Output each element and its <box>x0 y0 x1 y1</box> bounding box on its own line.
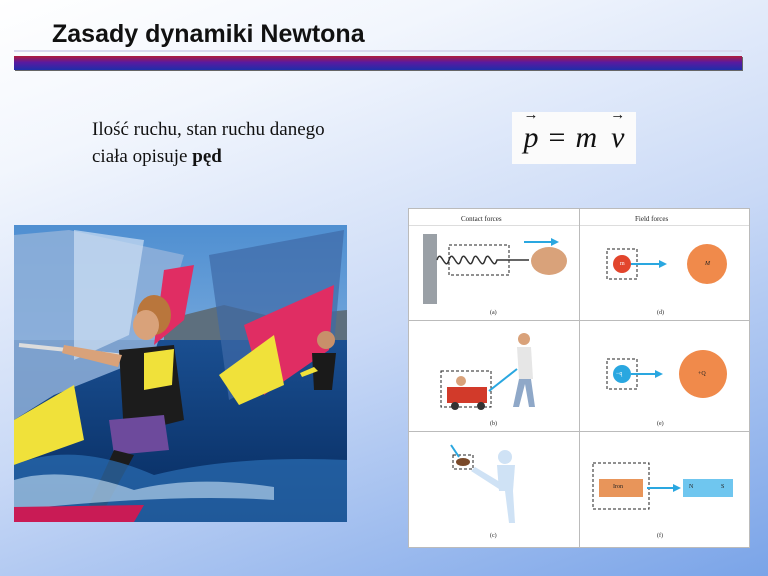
adult-head <box>518 333 530 345</box>
forces-drawing <box>409 209 749 547</box>
adult-legs <box>513 379 535 407</box>
wagon <box>447 387 487 403</box>
wagon-wheel-2 <box>477 402 485 410</box>
formula-v: → v <box>611 121 624 155</box>
formula-m: m <box>575 121 598 154</box>
football <box>456 458 470 466</box>
momentum-formula <box>512 112 636 164</box>
text-bold-ped: pęd <box>192 146 222 167</box>
player-standing-leg <box>505 491 515 523</box>
label-magnet-n: N <box>689 484 694 490</box>
body-text <box>92 116 512 170</box>
title-underline <box>14 50 742 52</box>
label-big-mass: M <box>705 261 710 267</box>
adult-shirt <box>517 347 533 379</box>
label-negative-charge: −q <box>616 371 623 377</box>
slide-title: Zasady dynamiki Newtona <box>52 20 365 48</box>
caption-a: (a) <box>490 310 497 316</box>
header-contact-forces: Contact forces <box>461 215 502 223</box>
surfer-1-vest <box>144 349 174 390</box>
forces-figure <box>408 208 750 548</box>
caption-f: (f) <box>657 533 663 539</box>
caption-b: (b) <box>490 421 497 427</box>
force-arrowhead-d <box>659 260 667 268</box>
caption-d: (d) <box>657 310 664 316</box>
force-arrowhead-f <box>673 484 681 492</box>
wall <box>423 234 437 304</box>
child-head <box>456 376 466 386</box>
header-field-forces: Field forces <box>635 215 669 223</box>
formula-eq: = <box>548 121 566 154</box>
force-arrowhead-e <box>655 370 663 378</box>
spring <box>437 256 529 264</box>
surfer-1-harness <box>109 415 169 455</box>
caption-e: (e) <box>657 421 664 427</box>
player-helmet <box>498 450 512 464</box>
windsurfing-photo <box>14 225 347 522</box>
label-magnet-s: S <box>721 484 725 490</box>
surfer-1-head <box>133 310 159 340</box>
text-line-2 <box>92 143 512 170</box>
text-line-2-prefix: ciała opisuje <box>92 146 193 167</box>
caption-c: (c) <box>490 533 497 539</box>
force-arrowhead-a <box>551 238 559 246</box>
windsurfing-illustration <box>14 225 347 522</box>
formula-p: → p <box>524 121 539 155</box>
board <box>14 505 144 522</box>
title-bar <box>14 56 742 70</box>
hand <box>531 247 567 275</box>
force-arrow-b <box>489 369 517 391</box>
label-positive-charge: +Q <box>698 371 706 377</box>
surfer-2-head <box>317 331 335 349</box>
wagon-wheel-1 <box>451 402 459 410</box>
text-line-1: Ilość ruchu, stan ruchu danego <box>92 119 325 140</box>
label-iron: Iron <box>613 484 623 490</box>
label-small-mass: m <box>620 261 625 267</box>
